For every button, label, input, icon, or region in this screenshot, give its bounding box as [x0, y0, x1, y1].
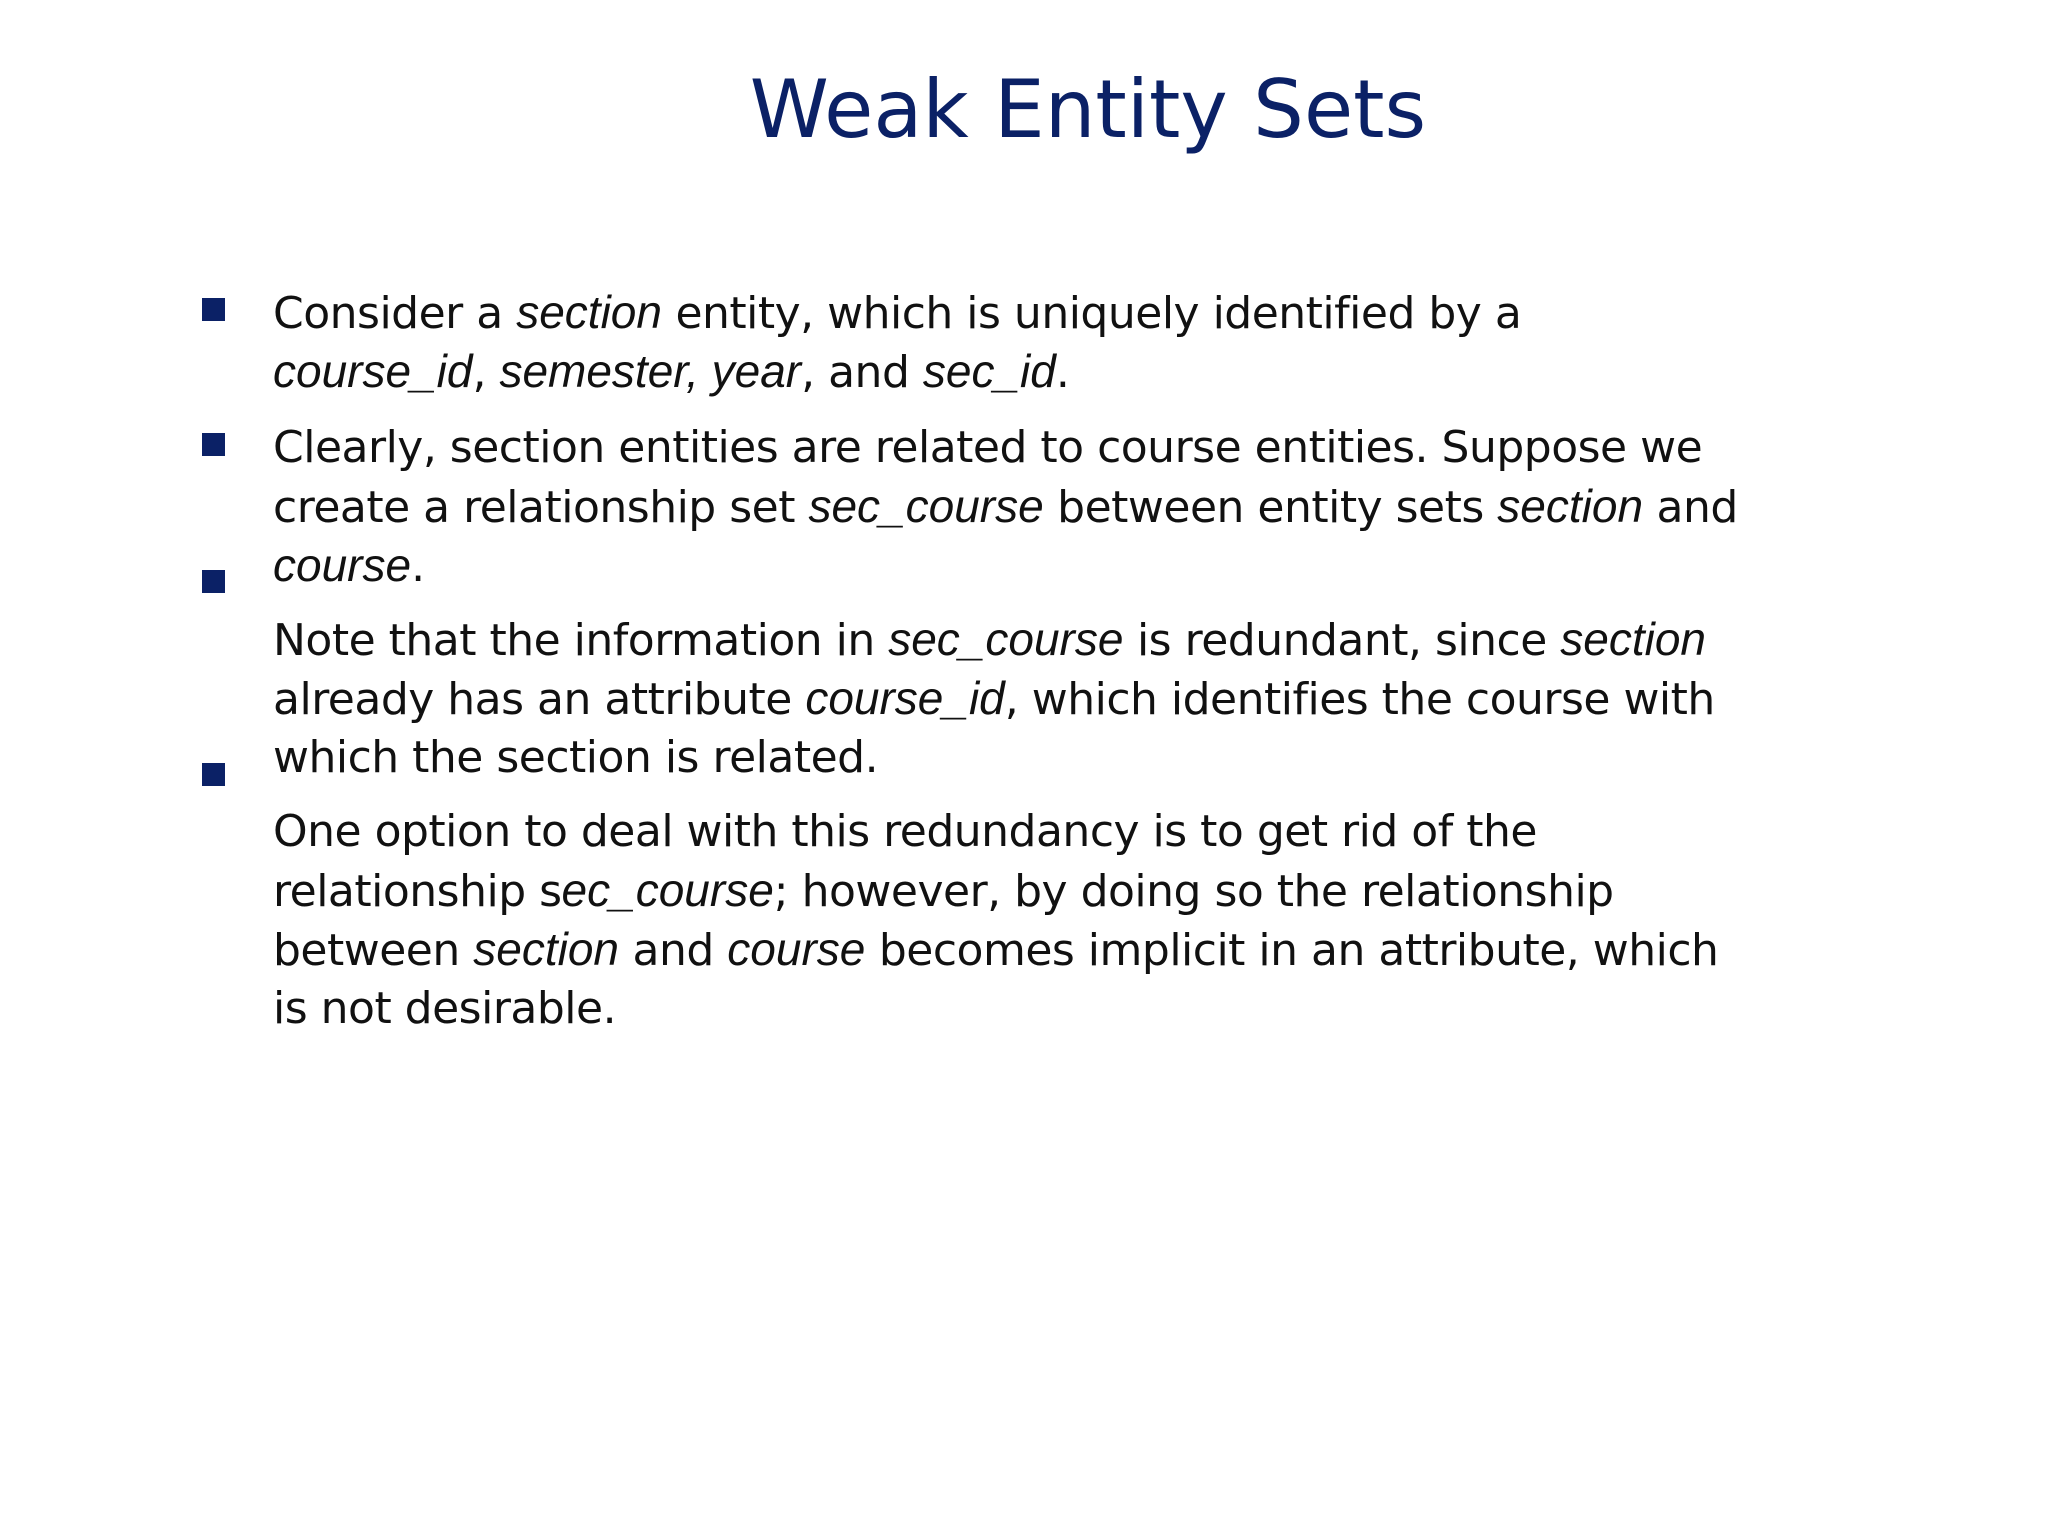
italic-term: section	[1560, 613, 1707, 665]
text-run: Note that the information in	[273, 615, 889, 666]
text-run: , which identifies the course with	[1004, 674, 1715, 725]
text-run: between	[273, 925, 474, 976]
text-run: is redundant, since	[1123, 615, 1561, 666]
italic-term: section	[1497, 480, 1644, 532]
bullet-3-line-2	[273, 669, 1715, 729]
bullet-2-line-2	[273, 477, 1738, 537]
text-run: .	[411, 541, 425, 592]
square-bullet-icon	[202, 433, 225, 456]
italic-term: course_id	[805, 672, 1005, 724]
italic-term: course	[273, 539, 412, 591]
italic-term: section	[516, 286, 662, 338]
bullet-3-line-3	[273, 728, 878, 787]
text-run: between entity sets	[1043, 482, 1498, 533]
text-run: One option to deal with this redundancy is to get rid of the	[273, 806, 1537, 857]
italic-term: sec_course	[808, 480, 1044, 532]
text-run: ,	[472, 347, 500, 398]
italic-term: course	[727, 923, 866, 975]
bullet-3-line-1	[273, 610, 1706, 670]
italic-term: sec_id	[922, 345, 1056, 397]
square-bullet-icon	[202, 763, 225, 786]
bullet-4-line-3	[273, 920, 1718, 980]
slide-title: Weak Entity Sets	[749, 63, 1427, 156]
italic-term: ec_course	[561, 864, 774, 916]
text-run: entity, which is uniquely identified by a	[661, 288, 1522, 339]
bullet-4-line-2	[273, 861, 1614, 921]
text-run: already has an attribute	[273, 674, 806, 725]
text-run: and	[1643, 482, 1738, 533]
bullet-4-line-1	[273, 802, 1537, 861]
text-run: Consider a	[273, 288, 517, 339]
bullet-2-line-1	[273, 418, 1702, 477]
text-run: is not desirable.	[273, 983, 617, 1034]
bullet-4-line-4	[273, 979, 616, 1038]
text-run: which the section is related.	[273, 732, 879, 783]
text-run: Clearly, section entities are related to course entities. Suppose we	[273, 422, 1703, 473]
bullet-2-line-3	[273, 536, 425, 596]
text-run: becomes implicit in an attribute, which	[865, 925, 1719, 976]
square-bullet-icon	[202, 298, 225, 321]
square-bullet-icon	[202, 570, 225, 593]
italic-term: sec_course	[888, 613, 1124, 665]
italic-term: course_id	[273, 345, 473, 397]
text-run: relationship s	[273, 866, 562, 917]
italic-term: section	[473, 923, 620, 975]
bullet-1-line-2	[273, 342, 1069, 402]
bullet-1-line-1	[273, 283, 1521, 343]
text-run: ; however, by doing so the relationship	[773, 866, 1614, 917]
text-run: create a relationship set	[273, 482, 809, 533]
text-run: .	[1055, 347, 1070, 398]
italic-term: semester, year	[499, 345, 802, 397]
text-run: and	[619, 925, 728, 976]
text-run: , and	[801, 347, 923, 398]
